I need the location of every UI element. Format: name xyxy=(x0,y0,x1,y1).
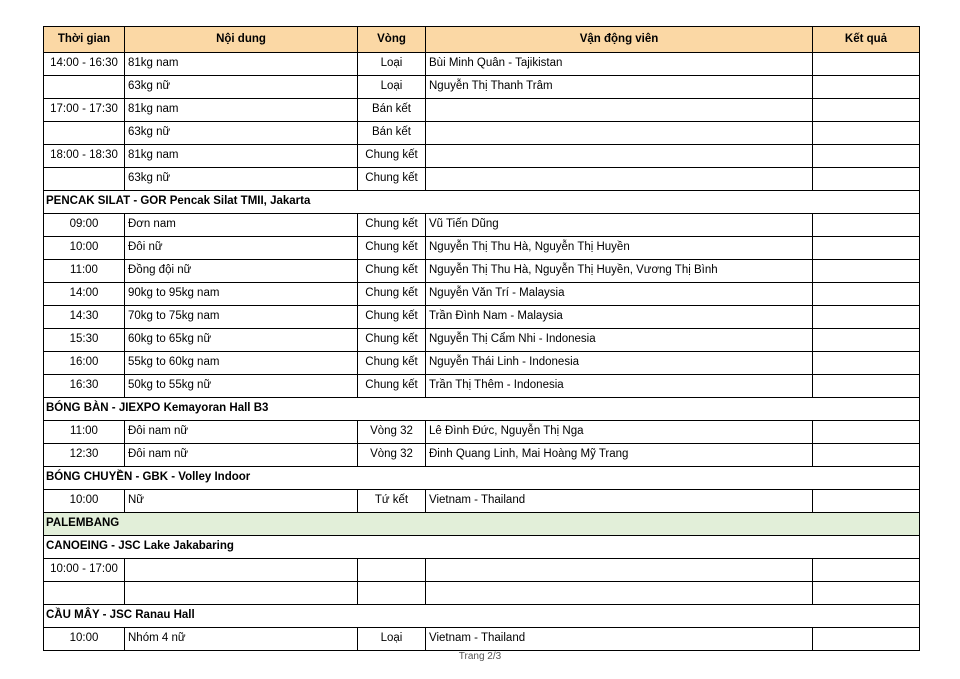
athletes-cell: Đinh Quang Linh, Mai Hoàng Mỹ Trang xyxy=(426,444,813,467)
time-cell: 11:00 xyxy=(44,421,125,444)
result-cell xyxy=(813,352,920,375)
round-cell: Loại xyxy=(358,628,426,651)
time-cell: 14:00 - 16:30 xyxy=(44,53,125,76)
table-row xyxy=(44,145,920,168)
time-cell: 16:30 xyxy=(44,375,125,398)
round-cell: Loại xyxy=(358,76,426,99)
section-label: PENCAK SILAT - GOR Pencak Silat TMII, Jakarta xyxy=(44,191,920,214)
result-cell xyxy=(813,145,920,168)
result-cell xyxy=(813,306,920,329)
round-cell xyxy=(358,582,426,605)
table-row xyxy=(44,559,920,582)
round-cell: Bán kết xyxy=(358,122,426,145)
table-row xyxy=(44,628,920,651)
result-cell xyxy=(813,444,920,467)
athletes-cell: Nguyễn Thị Cẩm Nhi - Indonesia xyxy=(426,329,813,352)
header-event: Nội dung xyxy=(125,27,358,53)
athletes-cell xyxy=(426,582,813,605)
section-row xyxy=(44,398,920,421)
table-row xyxy=(44,444,920,467)
round-cell: Tứ kết xyxy=(358,490,426,513)
round-cell: Chung kết xyxy=(358,260,426,283)
time-cell: 10:00 - 17:00 xyxy=(44,559,125,582)
round-cell: Bán kết xyxy=(358,99,426,122)
event-cell: 81kg nam xyxy=(125,145,358,168)
event-cell: 81kg nam xyxy=(125,53,358,76)
athletes-cell: Vietnam - Thailand xyxy=(426,490,813,513)
result-cell xyxy=(813,283,920,306)
header-round: Vòng xyxy=(358,27,426,53)
time-cell: 14:00 xyxy=(44,283,125,306)
event-cell: 63kg nữ xyxy=(125,76,358,99)
result-cell xyxy=(813,53,920,76)
time-cell: 15:30 xyxy=(44,329,125,352)
athletes-cell: Nguyễn Thái Linh - Indonesia xyxy=(426,352,813,375)
time-cell xyxy=(44,76,125,99)
time-cell: 10:00 xyxy=(44,628,125,651)
round-cell: Vòng 32 xyxy=(358,421,426,444)
section-row xyxy=(44,605,920,628)
event-cell: 70kg to 75kg nam xyxy=(125,306,358,329)
section-row xyxy=(44,191,920,214)
event-cell: Nhóm 4 nữ xyxy=(125,628,358,651)
result-cell xyxy=(813,421,920,444)
result-cell xyxy=(813,582,920,605)
event-cell: 63kg nữ xyxy=(125,168,358,191)
table-row xyxy=(44,283,920,306)
result-cell xyxy=(813,559,920,582)
section-label: BÓNG BÀN - JIEXPO Kemayoran Hall B3 xyxy=(44,398,920,421)
time-cell xyxy=(44,582,125,605)
result-cell xyxy=(813,237,920,260)
table-row xyxy=(44,237,920,260)
athletes-cell xyxy=(426,122,813,145)
result-cell xyxy=(813,375,920,398)
result-cell xyxy=(813,628,920,651)
table-row xyxy=(44,375,920,398)
region-row xyxy=(44,513,920,536)
table-row xyxy=(44,168,920,191)
time-cell: 09:00 xyxy=(44,214,125,237)
result-cell xyxy=(813,490,920,513)
athletes-cell: Nguyễn Văn Trí - Malaysia xyxy=(426,283,813,306)
section-label: BÓNG CHUYỀN - GBK - Volley Indoor xyxy=(44,467,920,490)
event-cell: 60kg to 65kg nữ xyxy=(125,329,358,352)
event-cell: Đôi nam nữ xyxy=(125,444,358,467)
event-cell: Đơn nam xyxy=(125,214,358,237)
header-result: Kết quả xyxy=(813,27,920,53)
result-cell xyxy=(813,260,920,283)
event-cell: 50kg to 55kg nữ xyxy=(125,375,358,398)
time-cell: 10:00 xyxy=(44,490,125,513)
time-cell xyxy=(44,122,125,145)
section-label: CẦU MÂY - JSC Ranau Hall xyxy=(44,605,920,628)
time-cell: 16:00 xyxy=(44,352,125,375)
event-cell: 55kg to 60kg nam xyxy=(125,352,358,375)
round-cell: Chung kết xyxy=(358,214,426,237)
time-cell xyxy=(44,168,125,191)
header-athletes: Vận động viên xyxy=(426,27,813,53)
result-cell xyxy=(813,329,920,352)
header-time: Thời gian xyxy=(44,27,125,53)
event-cell xyxy=(125,559,358,582)
round-cell: Vòng 32 xyxy=(358,444,426,467)
round-cell: Chung kết xyxy=(358,306,426,329)
athletes-cell: Bùi Minh Quân - Tajikistan xyxy=(426,53,813,76)
table-row xyxy=(44,329,920,352)
round-cell: Chung kết xyxy=(358,375,426,398)
athletes-cell xyxy=(426,559,813,582)
athletes-cell: Vietnam - Thailand xyxy=(426,628,813,651)
section-label: CANOEING - JSC Lake Jakabaring xyxy=(44,536,920,559)
table-row xyxy=(44,76,920,99)
table-row xyxy=(44,260,920,283)
round-cell: Chung kết xyxy=(358,352,426,375)
time-cell: 11:00 xyxy=(44,260,125,283)
schedule-table xyxy=(43,26,920,651)
table-row xyxy=(44,582,920,605)
athletes-cell: Nguyễn Thị Thanh Trâm xyxy=(426,76,813,99)
athletes-cell: Trần Đình Nam - Malaysia xyxy=(426,306,813,329)
round-cell: Chung kết xyxy=(358,145,426,168)
event-cell: Đồng đội nữ xyxy=(125,260,358,283)
athletes-cell xyxy=(426,99,813,122)
athletes-cell: Trần Thị Thêm - Indonesia xyxy=(426,375,813,398)
header-row xyxy=(44,27,920,53)
table-row xyxy=(44,490,920,513)
round-cell: Loại xyxy=(358,53,426,76)
section-row xyxy=(44,536,920,559)
round-cell xyxy=(358,559,426,582)
table-row xyxy=(44,421,920,444)
round-cell: Chung kết xyxy=(358,283,426,306)
table-row xyxy=(44,122,920,145)
result-cell xyxy=(813,214,920,237)
region-label: PALEMBANG xyxy=(44,513,920,536)
result-cell xyxy=(813,122,920,145)
table-row xyxy=(44,214,920,237)
athletes-cell: Nguyễn Thị Thu Hà, Nguyễn Thị Huyền xyxy=(426,237,813,260)
athletes-cell: Lê Đình Đức, Nguyễn Thị Nga xyxy=(426,421,813,444)
table-row xyxy=(44,99,920,122)
time-cell: 14:30 xyxy=(44,306,125,329)
page-number: Trang 2/3 xyxy=(458,651,502,662)
time-cell: 12:30 xyxy=(44,444,125,467)
time-cell: 17:00 - 17:30 xyxy=(44,99,125,122)
round-cell: Chung kết xyxy=(358,237,426,260)
table-row xyxy=(44,306,920,329)
time-cell: 10:00 xyxy=(44,237,125,260)
athletes-cell: Vũ Tiến Dũng xyxy=(426,214,813,237)
result-cell xyxy=(813,99,920,122)
schedule-body xyxy=(44,53,920,651)
event-cell: Đôi nam nữ xyxy=(125,421,358,444)
round-cell: Chung kết xyxy=(358,168,426,191)
round-cell: Chung kết xyxy=(358,329,426,352)
athletes-cell xyxy=(426,145,813,168)
result-cell xyxy=(813,168,920,191)
result-cell xyxy=(813,76,920,99)
event-cell xyxy=(125,582,358,605)
table-row xyxy=(44,352,920,375)
athletes-cell xyxy=(426,168,813,191)
event-cell: 63kg nữ xyxy=(125,122,358,145)
event-cell: Đôi nữ xyxy=(125,237,358,260)
table-row xyxy=(44,53,920,76)
section-row xyxy=(44,467,920,490)
time-cell: 18:00 - 18:30 xyxy=(44,145,125,168)
athletes-cell: Nguyễn Thị Thu Hà, Nguyễn Thị Huyền, Vương Thị Bình xyxy=(426,260,813,283)
event-cell: 81kg nam xyxy=(125,99,358,122)
event-cell: 90kg to 95kg nam xyxy=(125,283,358,306)
event-cell: Nữ xyxy=(125,490,358,513)
